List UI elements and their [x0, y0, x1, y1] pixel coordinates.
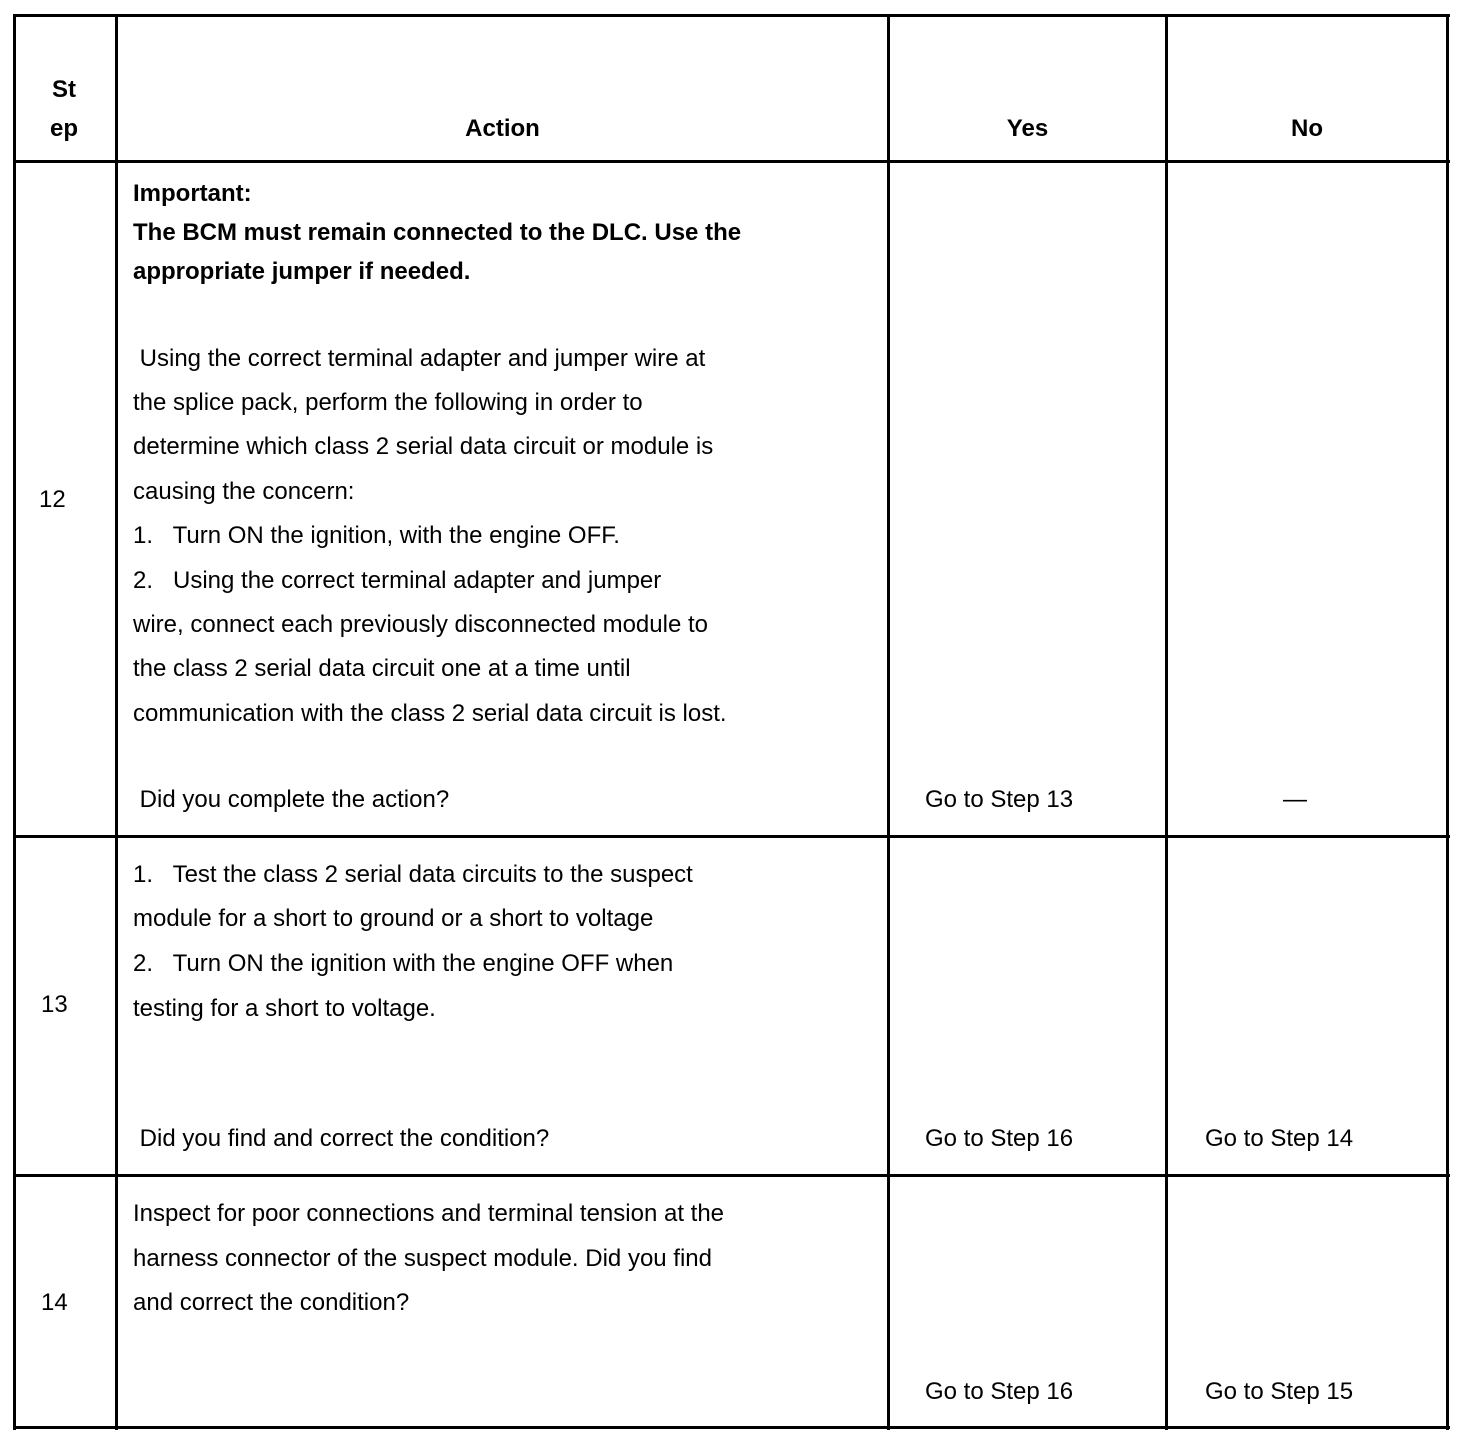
header-step: [13, 70, 115, 148]
column-divider: [1165, 14, 1168, 1430]
action-line: module for a short to ground or a short to voltage: [133, 905, 654, 932]
action-line: 2. Turn ON the ignition with the engine OFF when: [133, 950, 674, 977]
important-label: Important:: [133, 180, 252, 207]
action-line: 1. Turn ON the ignition, with the engine OFF.: [133, 522, 620, 549]
yes-result: Go to Step 16: [925, 1125, 1074, 1152]
column-divider: [887, 14, 890, 1430]
header-action: Action: [465, 115, 540, 142]
action-line: the splice pack, perform the following in order to: [133, 389, 643, 416]
yes-result: Go to Step 16: [925, 1378, 1074, 1405]
action-line: Using the correct terminal adapter and jumper wire at: [133, 345, 706, 372]
header-step-line1: St: [52, 76, 76, 103]
yes-result: Go to Step 13: [925, 786, 1074, 813]
important-note-line: The BCM must remain connected to the DLC. Use the: [133, 219, 742, 246]
action-line: testing for a short to voltage.: [133, 995, 436, 1022]
table-border-bottom: [13, 1426, 1450, 1429]
step-number: 12: [39, 486, 66, 513]
diagnostic-table: [13, 14, 1450, 1430]
table-border-left: [13, 14, 16, 1430]
action-line: wire, connect each previously disconnected module to: [133, 611, 708, 638]
action-question: Did you complete the action?: [133, 786, 450, 813]
table-border-right: [1446, 14, 1449, 1430]
action-line: Inspect for poor connections and terminal tension at the: [133, 1200, 725, 1227]
header-no: No: [1291, 115, 1323, 142]
header-yes: Yes: [1006, 115, 1049, 142]
table-border-top: [13, 14, 1450, 17]
row-divider: [13, 835, 1450, 838]
action-line: harness connector of the suspect module. Did you find: [133, 1245, 712, 1272]
step-number: 14: [41, 1289, 68, 1316]
action-line: and correct the condition?: [133, 1289, 410, 1316]
important-note-line: appropriate jumper if needed.: [133, 258, 471, 285]
action-line: 2. Using the correct terminal adapter and jumper: [133, 567, 662, 594]
action-line: communication with the class 2 serial data circuit is lost.: [133, 700, 727, 727]
no-result: Go to Step 14: [1205, 1125, 1354, 1152]
no-result: Go to Step 15: [1205, 1378, 1354, 1405]
action-line: causing the concern:: [133, 478, 355, 505]
row-divider: [13, 160, 1450, 163]
step-number: 13: [41, 991, 68, 1018]
column-divider: [115, 14, 118, 1430]
action-line: 1. Test the class 2 serial data circuits to the suspect: [133, 861, 693, 888]
no-result: —: [1283, 786, 1307, 813]
header-step-line2: ep: [49, 115, 78, 142]
action-line: determine which class 2 serial data circuit or module is: [133, 433, 714, 460]
row-divider: [13, 1174, 1450, 1177]
action-question: Did you find and correct the condition?: [133, 1125, 550, 1152]
action-line: the class 2 serial data circuit one at a time until: [133, 655, 631, 682]
